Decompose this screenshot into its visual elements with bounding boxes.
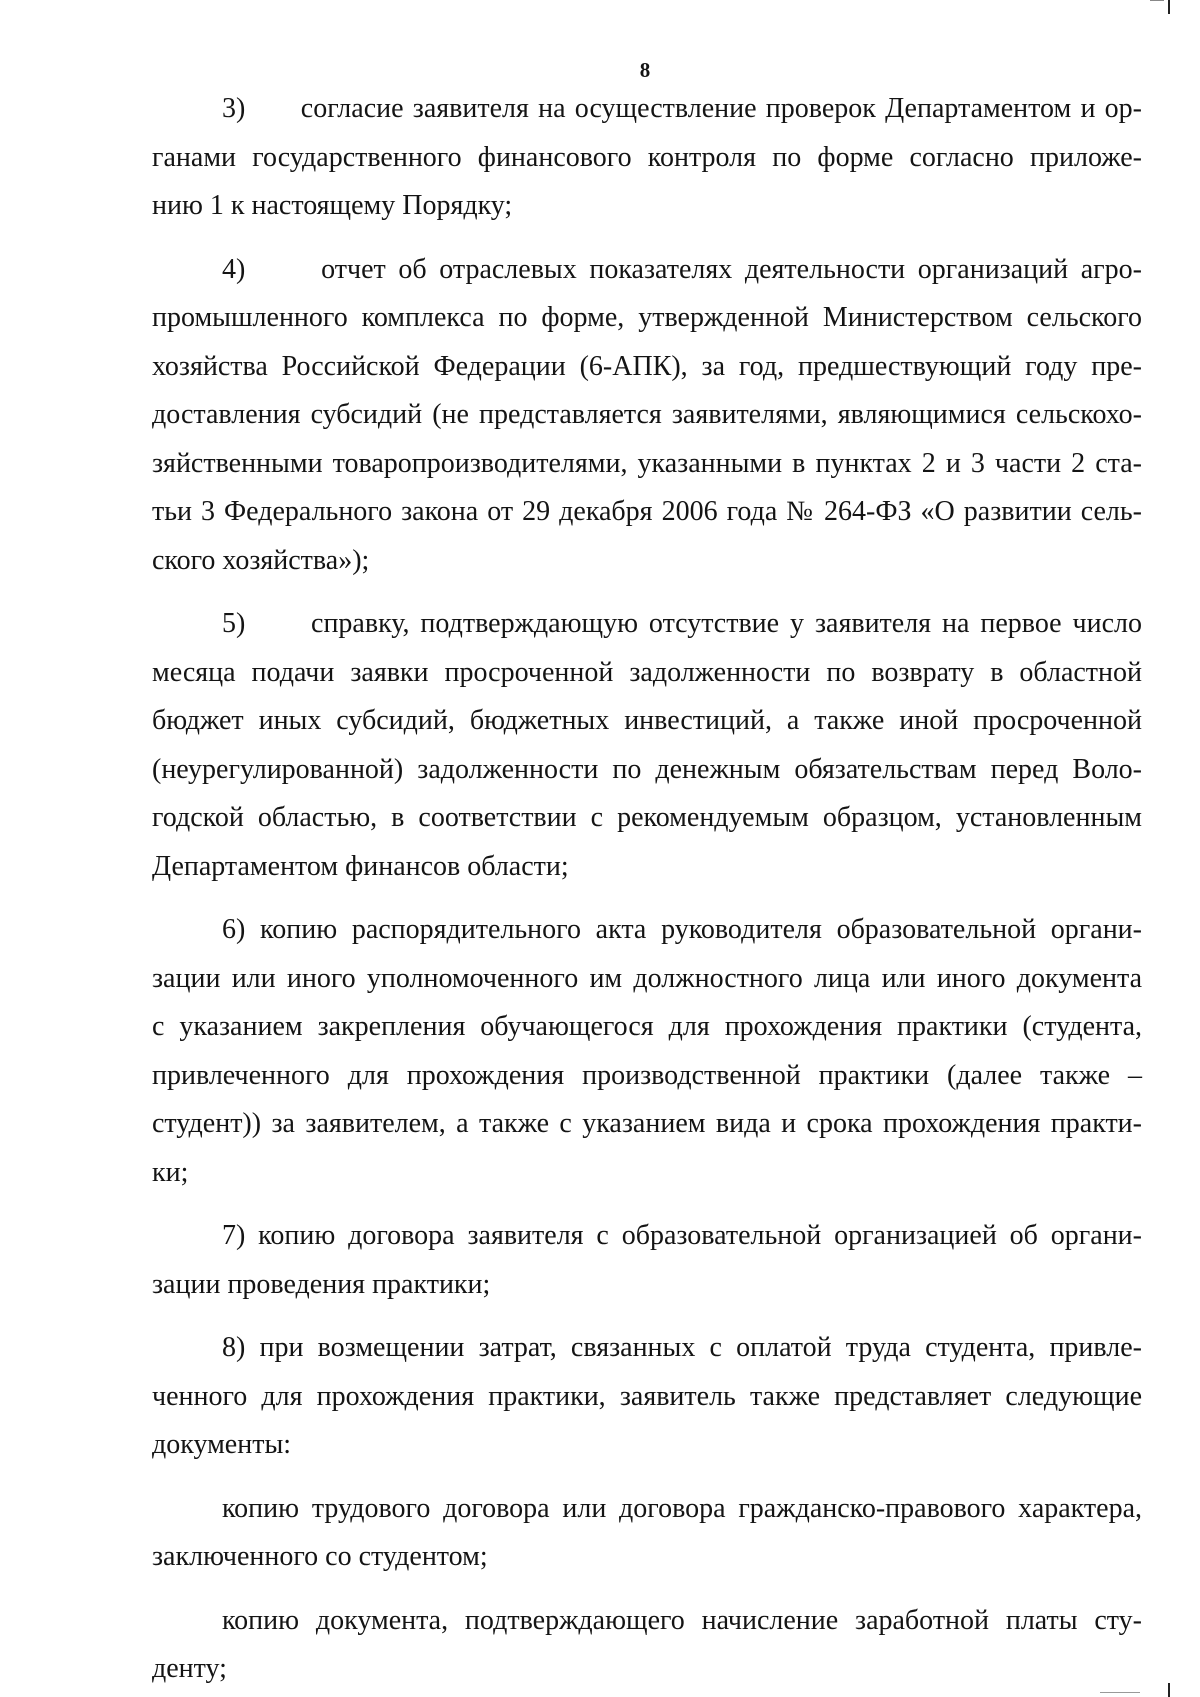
paragraph-line: зяйственными товаропроизводителями, указанными в пунктах 2 и 3 части 2 ста- [152,447,1142,479]
paragraph-line: ченного для прохождения практики, заявитель также представляет следующие [152,1380,1142,1412]
paragraph-line: 8) при возмещении затрат, связанных с оплатой труда студента, привле- [222,1332,1142,1363]
scan-edge-mark [1168,1683,1170,1697]
paragraph-subitem-contract [152,1485,1142,1582]
paragraph-line: заключенного со студентом; [152,1541,488,1572]
paragraph-line: нию 1 к настоящему Порядку; [152,190,513,221]
paragraph-line: Департаментом финансов области; [152,850,569,882]
paragraph-item-7 [152,1212,1142,1309]
paragraph-line: денту; [152,1653,227,1684]
scan-edge-mark [1100,1692,1140,1693]
paragraph-line: документы: [152,1429,292,1460]
paragraph-line: бюджет иных субсидий, бюджетных инвестиций, а также иной просроченной [152,705,1142,736]
scan-edge-mark [1168,0,1170,14]
paragraph-line: тьи 3 Федерального закона от 29 декабря 2006 года № 264-ФЗ «О развитии сель- [152,496,1142,527]
paragraph-item-3 [152,85,1142,231]
paragraph-line: зации проведения практики; [152,1268,491,1300]
paragraph-line: 7) копию договора заявителя с образовательной организацией об органи- [222,1220,1142,1251]
paragraph-line: с указанием закрепления обучающегося для прохождения практики (студента, [152,1011,1142,1042]
paragraph-line: годской областью, в соответствии с рекомендуемым образцом, установленным [152,802,1142,833]
paragraph-line: 5) справку, подтверждающую отсутствие у заявителя на первое число [222,608,1142,639]
paragraph-line: (неурегулированной) задолженности по денежным обязательствам перед Воло- [152,753,1142,785]
paragraph-line: студент)) за заявителем, а также с указанием вида и срока прохождения практи- [152,1108,1142,1139]
paragraph-line: копию трудового договора или договора гражданско-правового характера, [222,1492,1142,1524]
paragraph-line: копию документа, подтверждающего начисление заработной платы сту- [222,1604,1142,1636]
page-number: 8 [639,58,651,82]
scan-edge-mark [1150,0,1164,1]
paragraph-line: месяца подачи заявки просроченной задолженности по возврату в областной [152,656,1142,688]
paragraph-line: 3) согласие заявителя на осуществление проверок Департаментом и ор- [222,93,1142,124]
paragraph-line: ганами государственного финансового контроля по форме согласно приложе- [152,141,1142,173]
paragraph-line: хозяйства Российской Федерации (6-АПК), за год, предшествующий году пре- [152,350,1142,382]
paragraph-line: промышленного комплекса по форме, утвержденной Министерством сельского [152,302,1142,333]
paragraph-line: 4) отчет об отраслевых показателях деятельности организаций агро- [222,253,1142,285]
paragraph-item-5 [152,600,1142,891]
paragraph-line: ки; [152,1156,189,1188]
paragraph-line: ского хозяйства»); [152,544,370,576]
paragraph-item-6 [152,906,1142,1197]
paragraph-item-4 [152,246,1142,586]
paragraph-item-8 [152,1324,1142,1470]
paragraph-line: зации или иного уполномоченного им должностного лица или иного документа [152,962,1142,994]
paragraph-line: доставления субсидий (не представляется заявителями, являющимися сельскохо- [152,399,1142,430]
document-body [152,85,1142,1694]
paragraph-subitem-salary [152,1597,1142,1694]
paragraph-line: привлеченного для прохождения производственной практики (далее также – [152,1059,1142,1091]
paragraph-line: 6) копию распорядительного акта руководителя образовательной органи- [222,914,1142,945]
